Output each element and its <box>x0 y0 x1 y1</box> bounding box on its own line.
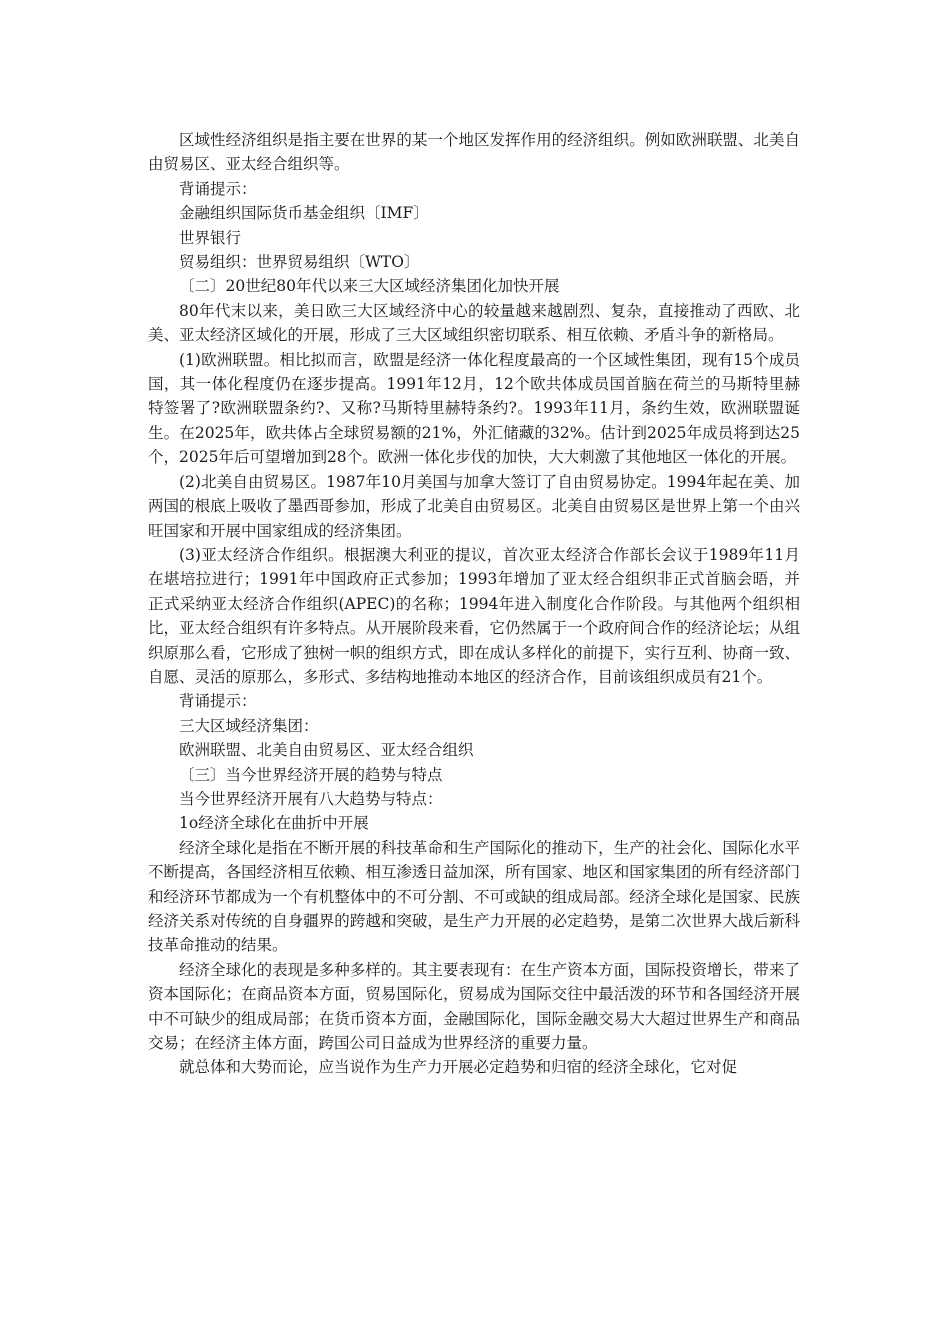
paragraph: 欧洲联盟、北美自由贸易区、亚太经合组织 <box>179 741 474 760</box>
paragraph: 三大区域经济集团： <box>179 716 319 735</box>
paragraph: 世界银行 <box>179 228 242 247</box>
section-heading: 〔二〕20世纪80年代以来三大区域经济集团化加快开展 <box>179 277 560 296</box>
paragraph: 80年代末以来，美日欧三大区域经济中心的较量越来越剧烈、复杂，直接推动了西欧、北美、亚太经济区域化的开展，形成了三大区域组织密切联系、相互依赖、矛盾斗争的新格局。 <box>148 301 800 345</box>
paragraph: (3)亚太经济合作组织。根据澳大利亚的提议，首次亚太经济合作部长会议于1989年11月在堪培拉进行；1991年中国政府正式参加；1993年增加了亚太经合组织非正式首脑会晤，并正式采纳亚太经济合作组织(APEC)的名称；1994年进入制度化合作阶段。与其他两个组织相比，亚太经合组织有许多特点。从开展阶段来看，它仍然属于一个政府间合作的经济论坛；从组织原那么看，它形成了独树一帜的组织方式，即在成认多样化的前提下，实行互利、协商一致、自愿、灵活的原那么，多形式、多结构地推动本地区的经济合作，目前该组织成员有21个。 <box>148 545 800 686</box>
paragraph: 当今世界经济开展有八大趋势与特点： <box>179 789 443 808</box>
paragraph: 就总体和大势而论，应当说作为生产力开展必定趋势和归宿的经济全球化，它对促 <box>179 1058 738 1077</box>
paragraph: 1o经济全球化在曲折中开展 <box>179 814 369 833</box>
paragraph: 贸易组织：世界贸易组织〔WTO〕 <box>179 253 420 272</box>
paragraph: 金融组织国际货币基金组织〔IMF〕 <box>179 204 429 223</box>
document-body <box>148 128 800 1080</box>
paragraph: 背诵提示： <box>179 692 257 711</box>
paragraph: 经济全球化的表现是多种多样的。其主要表现有：在生产资本方面，国际投资增长，带来了资本国际化；在商品资本方面，贸易国际化，贸易成为国际交往中最活泼的环节和各国经济开展中不可缺少的组成局部；在货币资本方面，金融国际化，国际金融交易大大超过世界生产和商品交易；在经济主体方面，跨国公司日益成为世界经济的重要力量。 <box>148 960 800 1053</box>
paragraph: 背诵提示： <box>179 179 257 198</box>
paragraph: 经济全球化是指在不断开展的科技革命和生产国际化的推动下，生产的社会化、国际化水平不断提高，各国经济相互依赖、相互渗透日益加深，所有国家、地区和国家集团的所有经济部门和经济环节都成为一个有机整体中的不可分割、不可或缺的组成局部。经济全球化是国家、民族经济关系对传统的自身疆界的跨越和突破，是生产力开展的必定趋势，是第二次世界大战后新科技革命推动的结果。 <box>148 838 800 955</box>
paragraph: 区域性经济组织是指主要在世界的某一个地区发挥作用的经济组织。例如欧洲联盟、北美自由贸易区、亚太经合组织等。 <box>148 131 800 174</box>
paragraph: (2)北美自由贸易区。1987年10月美国与加拿大签订了自由贸易协定。1994年起在美、加两国的根底上吸收了墨西哥参加，形成了北美自由贸易区。北美自由贸易区是世界上第一个由兴旺国家和开展中国家组成的经济集团。 <box>148 472 800 540</box>
section-heading: 〔三〕当今世界经济开展的趋势与特点 <box>179 765 443 784</box>
paragraph: (1)欧洲联盟。相比拟而言，欧盟是经济一体化程度最高的一个区域性集团，现有15个成员国，其一体化程度仍在逐步提高。1991年12月，12个欧共体成员国首脑在荷兰的马斯特里赫特签署了?欧洲联盟条约?、又称?马斯特里赫特条约?。1993年11月，条约生效，欧洲联盟诞生。在2025年，欧共体占全球贸易额的21%，外汇储藏的32%。估计到2025年成员将到达25个，2025年后可望增加到28个。欧洲一体化步伐的加快，大大刺激了其他地区一体化的开展。 <box>148 350 800 467</box>
